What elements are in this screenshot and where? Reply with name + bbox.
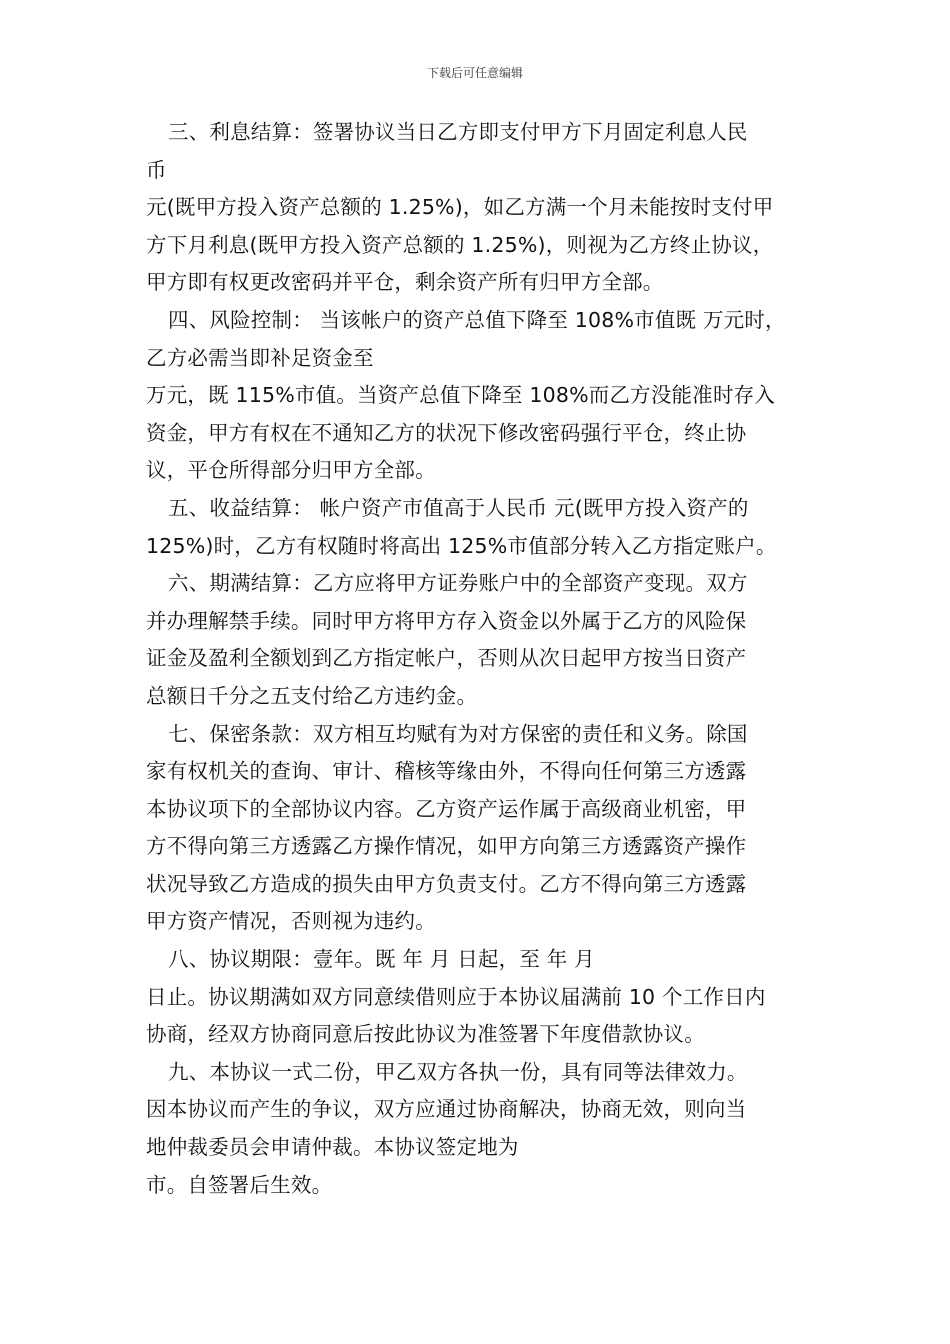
clause-first-line: 三、利息结算：签署协议当日乙方即支付甲方下月固定利息人民 (168, 120, 748, 144)
text-line: 并办理解禁手续。同时甲方将甲方存入资金以外属于乙方的风险保 (146, 608, 747, 633)
clause-first-line: 四、风险控制： 当该帐户的资产总值下降至 108%市值既 万元时， (168, 307, 786, 332)
clause-first-line: 六、期满结算：乙方应将甲方证券账户中的全部资产变现。双方 (168, 571, 748, 596)
page-header: 下载后可任意编辑 (426, 66, 523, 80)
text-line: 乙方必需当即补足资金至 (146, 345, 374, 370)
clause-first-line: 九、本协议一式二份，甲乙双方各执一份，具有同等法律效力。 (168, 1059, 748, 1084)
text-line: 方下月利息(既甲方投入资产总额的 1.25%)，则视为乙方终止协议， (146, 232, 774, 257)
clause-first-line: 五、收益结算： 帐户资产市值高于人民币 元(既甲方投入资产的 (168, 495, 749, 520)
text-line: 议，平仓所得部分归甲方全部。 (146, 458, 436, 483)
text-line: 币 (146, 157, 167, 182)
text-line: 甲方即有权更改密码并平仓，剩余资产所有归甲方全部。 (146, 270, 664, 295)
clause-first-line: 八、协议期限：壹年。既 年 月 日起，至 年 月 (168, 947, 595, 972)
document-body (146, 114, 811, 1204)
text-line: 方不得向第三方透露乙方操作情况，如甲方向第三方透露资产操作 (146, 834, 747, 859)
text-line: 总额日千分之五支付给乙方违约金。 (146, 683, 478, 708)
text-line: 市。自签署后生效。 (146, 1172, 333, 1197)
text-line: 日止。协议期满如双方同意续借则应于本协议届满前 10 个工作日内 (146, 984, 766, 1009)
text-line: 地仲裁委员会申请仲裁。本协议签定地为 (146, 1135, 519, 1160)
text-line: 家有权机关的查询、审计、稽核等缘由外，不得向任何第三方透露 (146, 759, 747, 784)
text-line: 甲方资产情况，否则视为违约。 (146, 909, 436, 934)
text-line: 状况导致乙方造成的损失由甲方负责支付。乙方不得向第三方透露 (146, 871, 747, 896)
text-line: 本协议项下的全部协议内容。乙方资产运作属于高级商业机密，甲 (146, 796, 747, 821)
text-line: 协商，经双方协商同意后按此协议为准签署下年度借款协议。 (146, 1022, 705, 1047)
text-line: 证金及盈利全额划到乙方指定帐户，否则从次日起甲方按当日资产 (146, 646, 747, 671)
text-line: 元(既甲方投入资产总额的 1.25%)，如乙方满一个月未能按时支付甲 (146, 195, 774, 220)
text-line: 万元，既 115%市值。当资产总值下降至 108%而乙方没能准时存入 (146, 383, 776, 408)
text-line: 125%)时，乙方有权随时将高出 125%市值部分转入乙方指定账户。 (146, 533, 777, 558)
text-line: 因本协议而产生的争议，双方应通过协商解决，协商无效，则向当 (146, 1097, 747, 1122)
text-line: 资金，甲方有权在不通知乙方的状况下修改密码强行平仓，终止协 (146, 420, 747, 445)
clause-first-line: 七、保密条款：双方相互均赋有为对方保密的责任和义务。除国 (168, 721, 748, 746)
